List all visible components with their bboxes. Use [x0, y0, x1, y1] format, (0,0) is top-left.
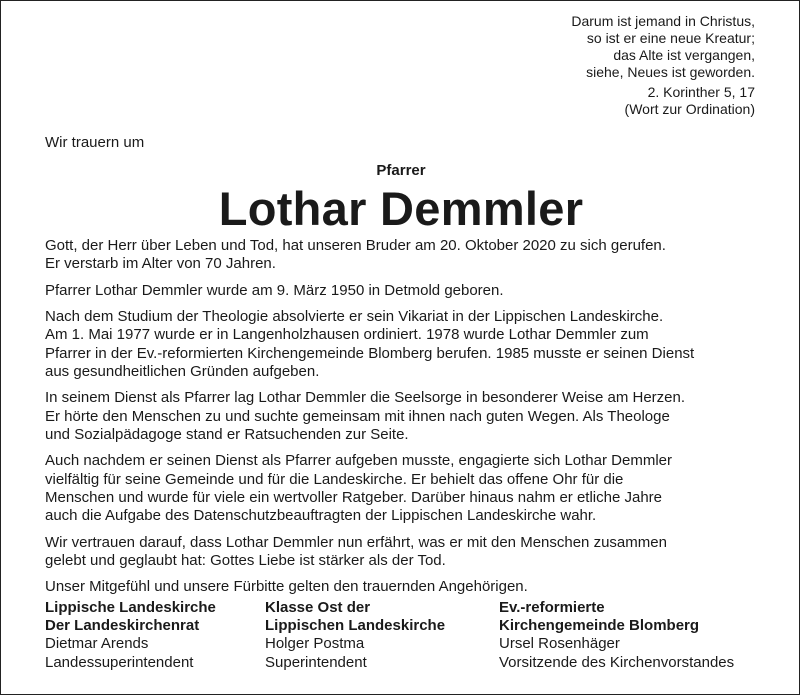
bible-verse — [571, 13, 755, 118]
text-line: vielfältig für seine Gemeinde und für die Landeskirche. Er behielt das offene Ohr für die — [45, 470, 624, 488]
signature-role: Landessuperintendent — [45, 653, 194, 671]
signature-person: Holger Postma — [265, 635, 365, 653]
signature-org: Lippische Landeskirche — [45, 599, 216, 616]
verse-line: so ist er eine neue Kreatur; — [586, 30, 755, 46]
text-line: auch die Aufgabe des Datenschutzbeauftragten der Lippischen Landeskirche wahr. — [45, 507, 597, 525]
signature-person: Ursel Rosenhäger — [499, 635, 620, 653]
signature-org: Der Landeskirchenrat — [45, 617, 200, 635]
obituary-body — [45, 237, 767, 604]
paragraph — [45, 452, 767, 526]
title-label: Pfarrer — [376, 162, 426, 179]
paragraph — [45, 389, 767, 444]
text-line: Gott, der Herr über Leben und Tod, hat unseren Bruder am 20. Oktober 2020 zu sich gerufen. — [45, 237, 666, 254]
paragraph — [45, 282, 767, 300]
text-line: Wir vertrauen darauf, dass Lothar Demmler nun erfährt, was er mit den Menschen zusammen — [45, 533, 667, 551]
text-line: und Sozialpädagoge stand er Ratsuchenden zur Seite. — [45, 426, 409, 444]
verse-line: siehe, Neues ist geworden. — [586, 64, 755, 80]
text-line: Er hörte den Menschen zu und suchte gemeinsam mit ihnen nach guten Wegen. Als Theologe — [45, 407, 670, 425]
paragraph — [45, 308, 767, 382]
text-line: Er verstarb im Alter von 70 Jahren. — [45, 255, 276, 273]
paragraph — [45, 534, 767, 571]
text-line: aus gesundheitlichen Gründen aufgeben. — [45, 363, 320, 381]
signature-org: Kirchengemeinde Blomberg — [499, 617, 700, 635]
signature-role: Superintendent — [265, 653, 367, 671]
text-line: Pfarrer Lothar Demmler wurde am 9. März 1950 in Detmold geboren. — [45, 281, 504, 299]
signature-org: Klasse Ost der — [265, 599, 371, 616]
text-line: Am 1. Mai 1977 wurde er in Langenholzhausen ordiniert. 1978 wurde Lothar Demmler zum — [45, 326, 649, 344]
signature-org: Ev.-reformierte — [499, 599, 605, 616]
verse-line: das Alte ist vergangen, — [613, 47, 755, 63]
paragraph — [45, 578, 767, 596]
signature-block — [265, 599, 445, 672]
text-line: Menschen und wurde für viele ein wertvoller Ratgeber. Darüber hinaus nahm er etliche Jahre — [45, 489, 662, 507]
signature-block — [45, 599, 216, 672]
verse-note: (Wort zur Ordination) — [624, 101, 755, 117]
text-line: Auch nachdem er seinen Dienst als Pfarrer aufgeben musste, engagierte sich Lothar Demmler — [45, 452, 672, 470]
text-line: gelebt und geglaubt hat: Gottes Liebe ist stärker als der Tod. — [45, 552, 446, 570]
signature-org: Lippischen Landeskirche — [265, 617, 446, 635]
deceased-name: Lothar Demmler — [218, 182, 584, 235]
signature-role: Vorsitzende des Kirchenvorstandes — [499, 653, 735, 671]
paragraph — [45, 237, 767, 274]
signature-person: Dietmar Arends — [45, 635, 149, 653]
verse-line: Darum ist jemand in Christus, — [571, 13, 755, 29]
text-line: Unser Mitgefühl und unsere Fürbitte gelten den trauernden Angehörigen. — [45, 578, 528, 596]
intro-text: Wir trauern um — [45, 134, 145, 151]
verse-reference: 2. Korinther 5, 17 — [647, 84, 755, 100]
text-line: Nach dem Studium der Theologie absolvierte er sein Vikariat in der Lippischen Landeskirche. — [45, 307, 664, 325]
signature-block — [499, 599, 734, 672]
text-line: In seinem Dienst als Pfarrer lag Lothar Demmler die Seelsorge in besonderer Weise am Herzen. — [45, 389, 686, 407]
text-line: Pfarrer in der Ev.-reformierten Kirchengemeinde Blomberg berufen. 1985 musste er seinen Dienst — [45, 344, 695, 362]
